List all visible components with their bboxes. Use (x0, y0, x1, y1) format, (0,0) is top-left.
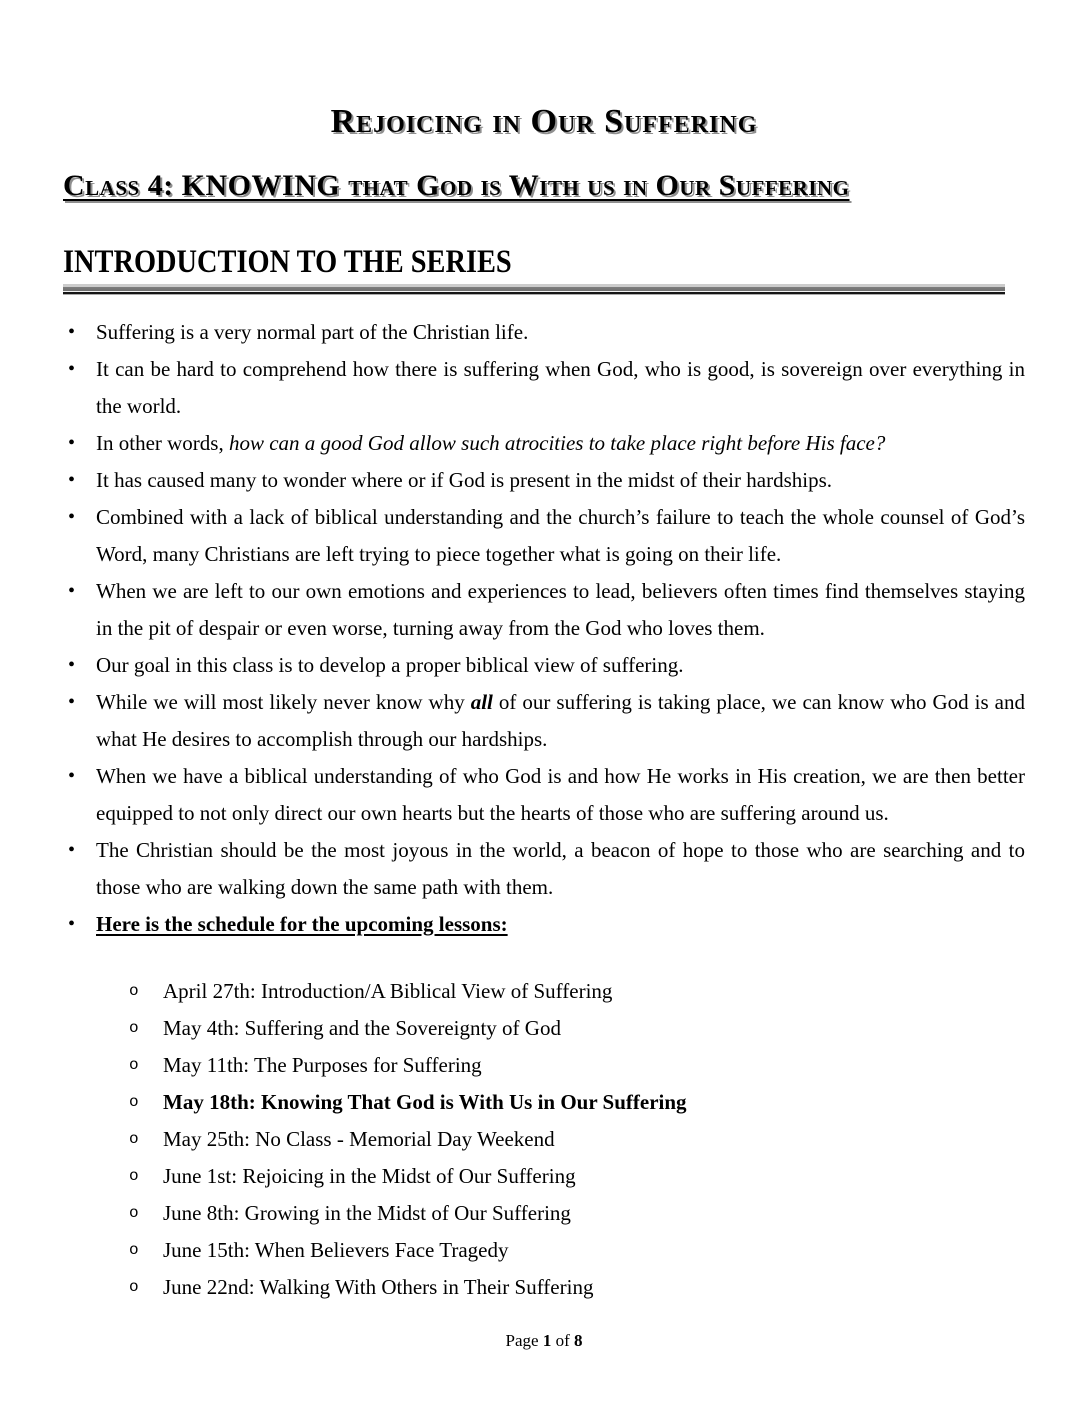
schedule-item (63, 1158, 1025, 1195)
bullet-icon: • (68, 320, 76, 343)
schedule-item (63, 1232, 1025, 1269)
bullet-text: Our goal in this class is to develop a proper biblical view of suffering. (96, 652, 684, 677)
circle-bullet-icon: o (129, 1277, 139, 1296)
bullet-icon: • (68, 690, 76, 713)
list-item (63, 462, 1025, 499)
bullet-icon: • (68, 431, 76, 454)
document-content (63, 102, 1025, 1306)
bullet-text: When we are left to our own emotions and experiences to lead, believers often times find themselves staying in the pit of despair or even worse, turning away from the God who loves them. (96, 578, 1025, 640)
schedule-item (63, 973, 1025, 1010)
schedule-intro-text: Here is the schedule for the upcoming lessons: (96, 911, 508, 936)
schedule-text: June 1st: Rejoicing in the Midst of Our Suffering (163, 1163, 576, 1188)
class-heading (63, 167, 1025, 205)
schedule-text: May 4th: Suffering and the Sovereignty of God (163, 1015, 561, 1040)
bullet-icon: • (68, 653, 76, 676)
bullet-text: When we have a biblical understanding of who God is and how He works in His creation, we are then better equipped to not only direct our own hearts but the hearts of those who are suffering around us. (96, 763, 1025, 825)
list-item (63, 758, 1025, 832)
list-item (63, 906, 1025, 943)
page-footer (0, 1331, 1088, 1351)
schedule-item (63, 1010, 1025, 1047)
schedule-text: May 11th: The Purposes for Suffering (163, 1052, 482, 1077)
circle-bullet-icon: o (129, 1018, 139, 1037)
circle-bullet-icon: o (129, 1092, 139, 1111)
bullet-text-bold-italic: all (470, 689, 493, 714)
list-item (63, 351, 1025, 425)
schedule-text: June 15th: When Believers Face Tragedy (163, 1237, 509, 1262)
bullet-text: In other words, (96, 430, 229, 455)
schedule-item (63, 1047, 1025, 1084)
list-item (63, 425, 1025, 462)
bullet-icon: • (68, 579, 76, 602)
intro-bullet-list (63, 314, 1025, 943)
footer-of-label: of (555, 1331, 570, 1350)
list-item (63, 499, 1025, 573)
bullet-icon: • (68, 357, 76, 380)
footer-page-label: Page (505, 1331, 539, 1350)
schedule-text: May 25th: No Class - Memorial Day Weekend (163, 1126, 555, 1151)
schedule-item (63, 1269, 1025, 1306)
circle-bullet-icon: o (129, 1129, 139, 1148)
class-heading-text: Class 4: KNOWING that God is With us in Our Suffering (63, 168, 850, 202)
schedule-text: June 8th: Growing in the Midst of Our Suffering (163, 1200, 571, 1225)
schedule-item (63, 1195, 1025, 1232)
section-heading: INTRODUCTION TO THE SERIES (63, 244, 512, 281)
bullet-icon: • (68, 838, 76, 861)
schedule-item (63, 1084, 1025, 1121)
list-item (63, 832, 1025, 906)
bullet-text: The Christian should be the most joyous in the world, a beacon of hope to those who are searching and to those who are walking down the same path with them. (96, 837, 1025, 899)
schedule-text: June 22nd: Walking With Others in Their Suffering (163, 1274, 594, 1299)
bullet-text: While we will most likely never know why (96, 689, 471, 714)
schedule-text: April 27th: Introduction/A Biblical View of Suffering (163, 978, 613, 1003)
circle-bullet-icon: o (129, 1055, 139, 1074)
bullet-icon: • (68, 764, 76, 787)
circle-bullet-icon: o (129, 1240, 139, 1259)
schedule-item (63, 1121, 1025, 1158)
circle-bullet-icon: o (129, 1203, 139, 1222)
list-item (63, 684, 1025, 758)
section-divider (63, 284, 1005, 295)
bullet-icon: • (68, 505, 76, 528)
document-title: Rejoicing in Our Suffering (330, 103, 758, 140)
list-item (63, 314, 1025, 351)
schedule-list (63, 973, 1025, 1306)
bullet-text: Combined with a lack of biblical understanding and the church’s failure to teach the whole counsel of God’s Word, many Christians are left trying to piece together what is going on their life. (96, 504, 1025, 566)
circle-bullet-icon: o (129, 1166, 139, 1185)
bullet-text: Suffering is a very normal part of the Christian life. (96, 319, 529, 344)
bullet-icon: • (68, 912, 76, 935)
bullet-text-italic: how can a good God allow such atrocities to take place right before His face? (228, 430, 886, 455)
footer-page-number: 1 (542, 1331, 552, 1350)
footer-total-pages: 8 (573, 1331, 583, 1350)
bullet-icon: • (68, 468, 76, 491)
bullet-text: of our suffering is taking place, we can know who God is and what He desires to accomplish through our hardships. (96, 689, 1025, 751)
schedule-text-current: May 18th: Knowing That God is With Us in Our Suffering (163, 1089, 687, 1114)
bullet-text: It can be hard to comprehend how there is suffering when God, who is good, is sovereign over everything in the world. (96, 356, 1025, 418)
list-item (63, 647, 1025, 684)
circle-bullet-icon: o (129, 981, 139, 1000)
list-item (63, 573, 1025, 647)
bullet-text: It has caused many to wonder where or if God is present in the midst of their hardships. (96, 467, 832, 492)
